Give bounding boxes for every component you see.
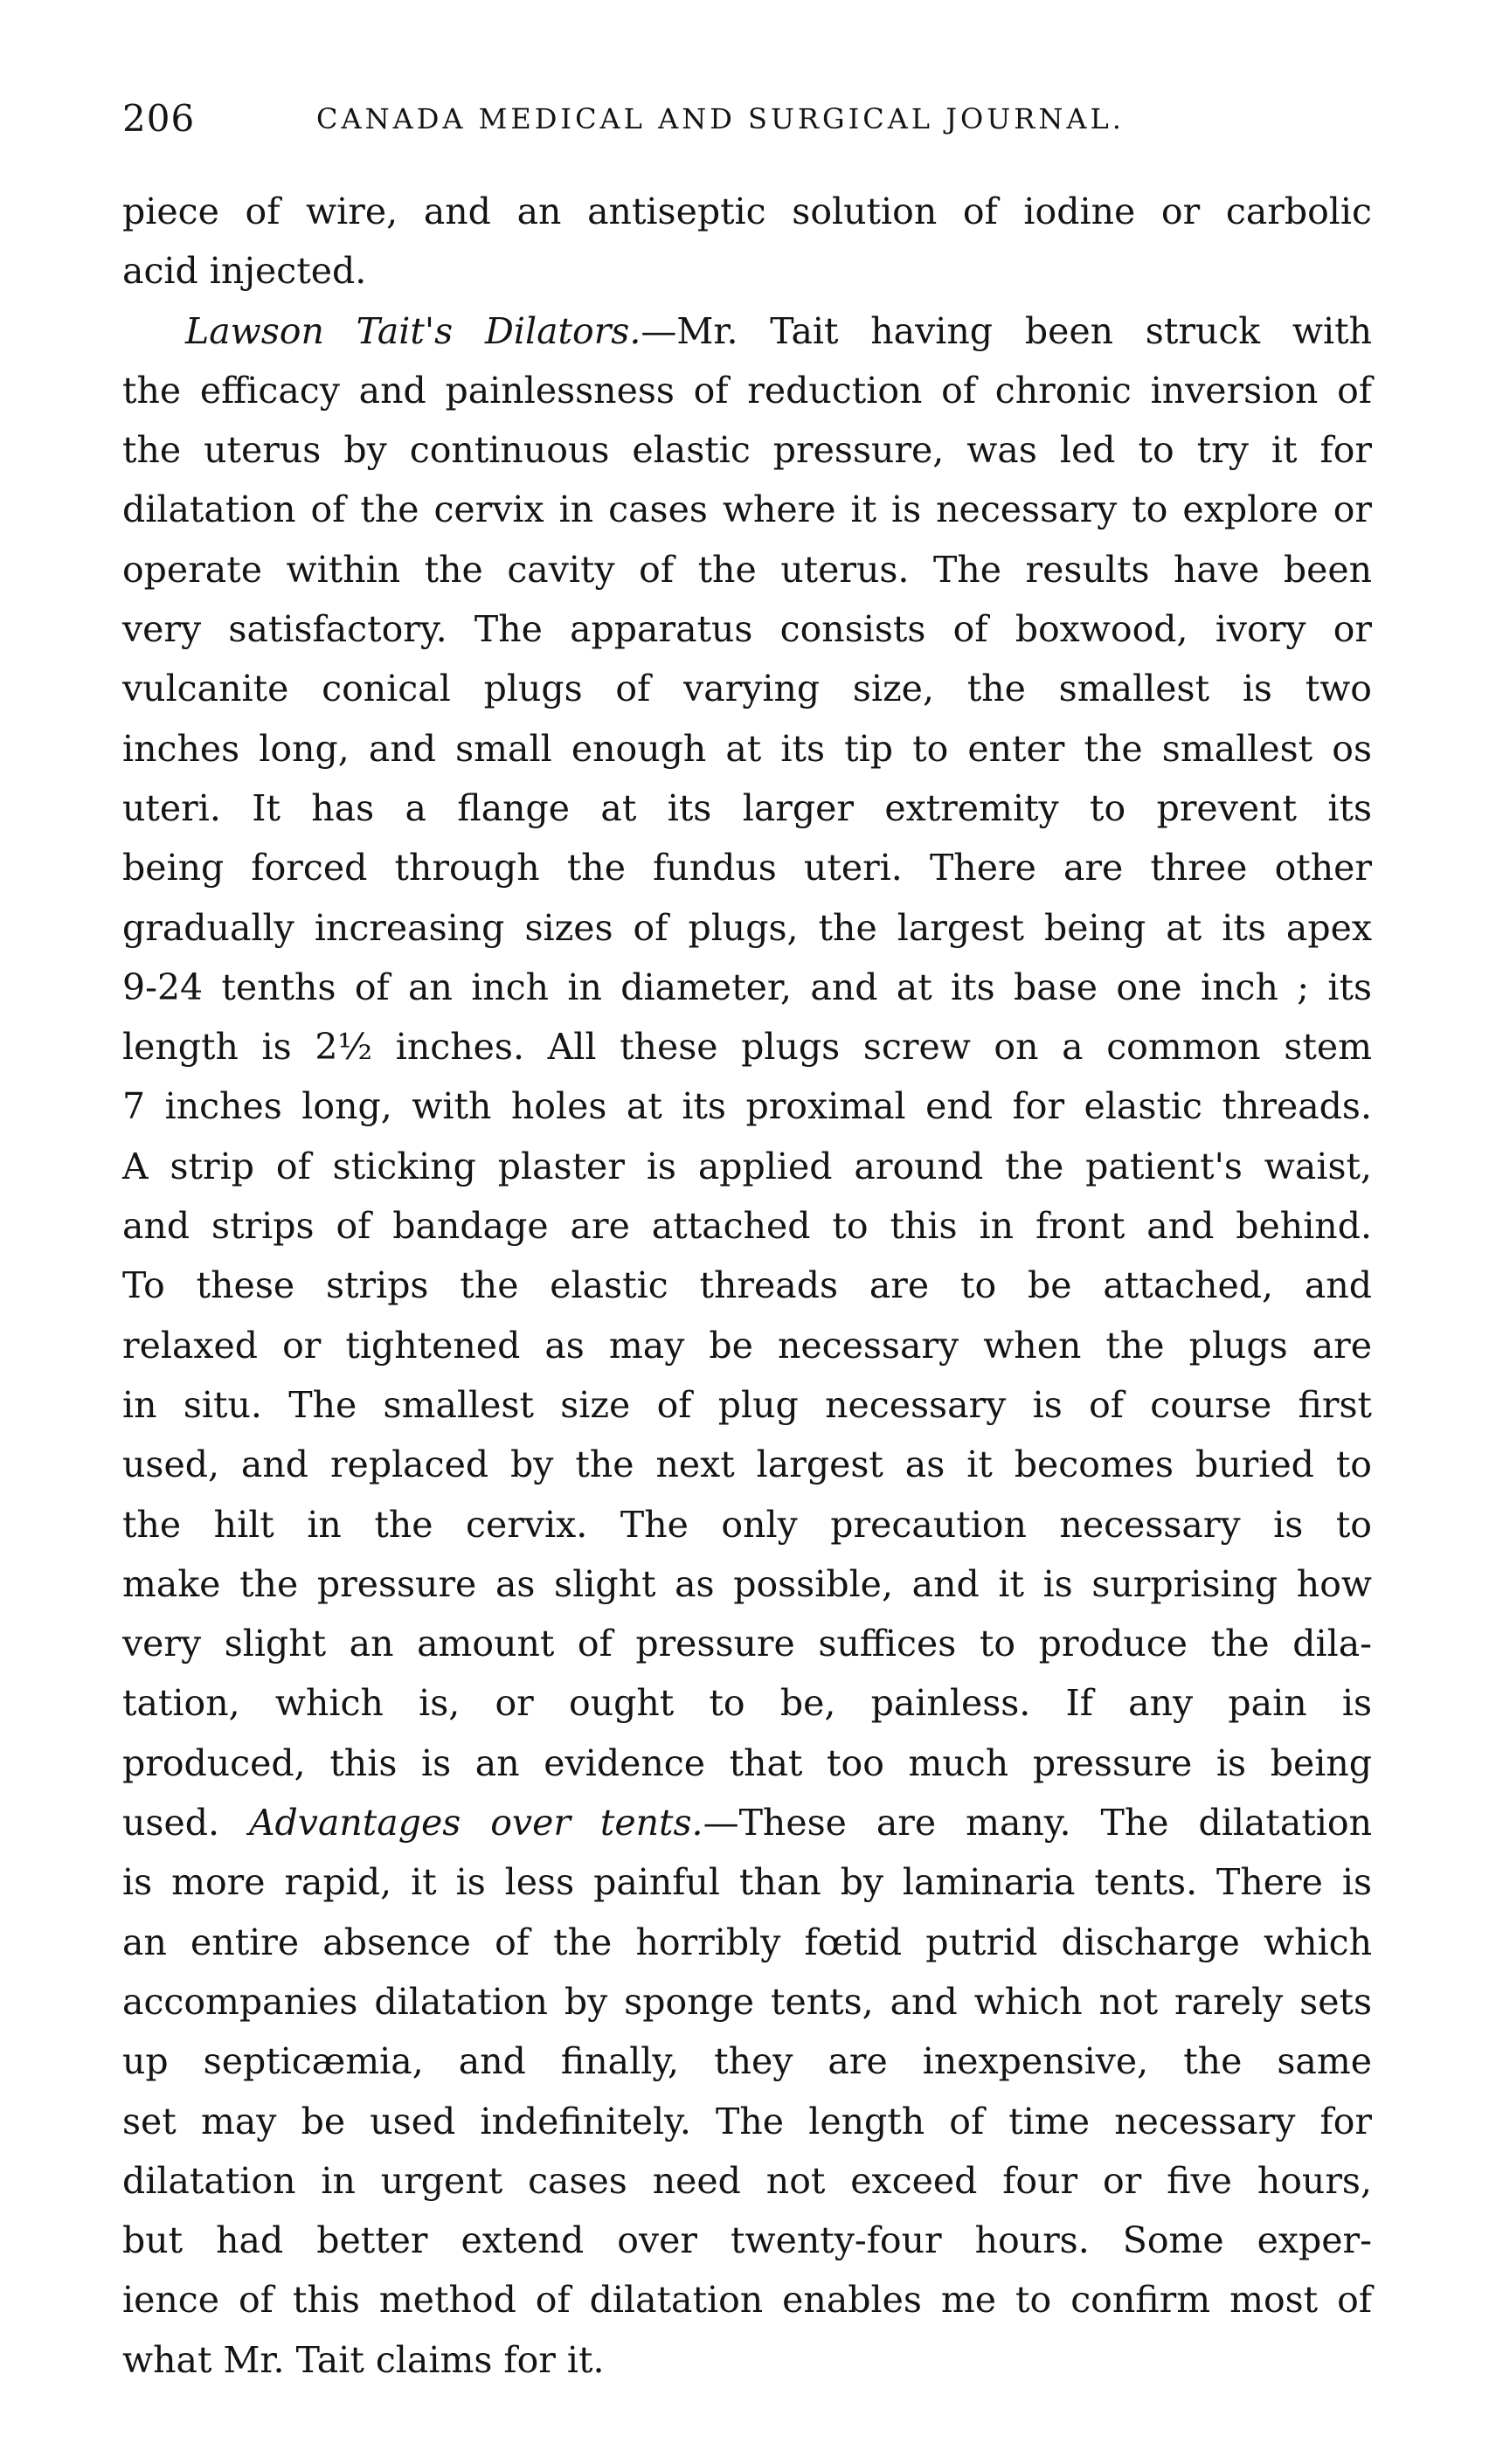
text-line xyxy=(122,1196,1372,1256)
line-text: very slight an amount of pressure suffices to produce the dila- xyxy=(122,1623,1372,1665)
text-line xyxy=(122,779,1372,838)
line-text: uteri. It has a flange at its larger extremity to prevent its xyxy=(122,786,1372,829)
line-text: set may be used indefinitely. The length of time necessary for xyxy=(122,2100,1372,2142)
text-line xyxy=(122,2330,1372,2390)
line-text: the hilt in the cervix. The only precaution necessary is to xyxy=(122,1503,1372,1546)
line-text: —These are many. The dilatation xyxy=(703,1802,1372,1845)
line-text: A strip of sticking plaster is applied around the patient's waist, xyxy=(122,1145,1372,1187)
text-line xyxy=(122,1852,1372,1912)
text-line xyxy=(122,1614,1372,1673)
line-text: what Mr. Tait claims for it. xyxy=(122,2338,605,2381)
text-line xyxy=(122,1076,1372,1136)
text-line xyxy=(122,2031,1372,2091)
line-text: operate within the cavity of the uterus. The results have been xyxy=(122,548,1372,591)
line-text: accompanies dilatation by sponge tents, and which not rarely sets xyxy=(122,1980,1372,2023)
line-text: the efficacy and painlessness of reduction of chronic inversion of xyxy=(122,369,1372,412)
line-text: the uterus by continuous elastic pressure, was led to try it for xyxy=(122,429,1372,472)
line-text: piece of wire, and an antiseptic solution of iodine or carbolic xyxy=(122,190,1372,232)
line-text: ience of this method of dilatation enables me to confirm most of xyxy=(122,2279,1372,2322)
line-text: make the pressure as slight as possible, and it is surprising how xyxy=(122,1562,1372,1605)
text-line xyxy=(122,1256,1372,1315)
line-text: but had better extend over twenty-four hours. Some exper- xyxy=(122,2219,1372,2262)
line-text: used, and replaced by the next largest as it becomes buried to xyxy=(122,1443,1372,1486)
text-line xyxy=(122,480,1372,539)
line-text: gradually increasing sizes of plugs, the largest being at its apex xyxy=(122,906,1372,949)
text-line xyxy=(122,1554,1372,1614)
text-line xyxy=(122,1375,1372,1435)
line-text: produced, this is an evidence that too much pressure is being xyxy=(122,1741,1372,1784)
line-text: dilatation in urgent cases need not exceed four or five hours, xyxy=(122,2159,1372,2202)
text-line xyxy=(122,540,1372,599)
line-text: relaxed or tightened as may be necessary when the plugs are xyxy=(122,1324,1372,1367)
text-line xyxy=(122,1972,1372,2031)
text-line xyxy=(122,958,1372,1017)
line-text: 7 inches long, with holes at its proximal end for elastic threads. xyxy=(122,1085,1372,1128)
text-line xyxy=(122,1495,1372,1554)
line-text: being forced through the fundus uteri. There are three other xyxy=(122,847,1372,889)
text-line xyxy=(122,2151,1372,2211)
text-line xyxy=(122,1017,1372,1076)
line-text: To these strips the elastic threads are to be attached, and xyxy=(122,1264,1372,1307)
article-body xyxy=(122,182,1372,2390)
line-text: tation, which is, or ought to be, painless. If any pain is xyxy=(122,1682,1372,1725)
text-line xyxy=(122,1316,1372,1375)
text-line xyxy=(122,898,1372,958)
text-line xyxy=(122,1137,1372,1196)
text-line xyxy=(122,361,1372,420)
text-line xyxy=(122,2092,1372,2151)
text-line xyxy=(122,1734,1372,1793)
line-text: is more rapid, it is less painful than by laminaria tents. There is xyxy=(122,1861,1372,1904)
section-heading-italic: Advantages over tents. xyxy=(248,1802,703,1845)
line-text: used. xyxy=(122,1802,249,1845)
line-text: 9-24 tenths of an inch in diameter, and at its base one inch ; its xyxy=(122,966,1372,1008)
line-text: —Mr. Tait having been struck with xyxy=(641,309,1373,352)
page-number: 206 xyxy=(122,97,196,140)
line-text: very satisfactory. The apparatus consists of boxwood, ivory or xyxy=(122,608,1372,651)
text-line xyxy=(122,301,1372,361)
line-text: acid injected. xyxy=(122,250,367,293)
text-line xyxy=(122,182,1372,241)
journal-title: CANADA MEDICAL AND SURGICAL JOURNAL. xyxy=(316,102,1125,135)
text-line xyxy=(122,719,1372,779)
text-line xyxy=(122,599,1372,659)
text-line xyxy=(122,1913,1372,1972)
line-text: up septicæmia, and finally, they are inexpensive, the same xyxy=(122,2040,1372,2083)
text-line xyxy=(122,838,1372,897)
text-line xyxy=(122,2270,1372,2329)
section-heading-italic: Lawson Tait's Dilators. xyxy=(185,309,641,352)
text-line xyxy=(122,420,1372,480)
line-text: inches long, and small enough at its tip to enter the smallest os xyxy=(122,727,1372,770)
line-text: vulcanite conical plugs of varying size, the smallest is two xyxy=(122,668,1372,710)
text-line xyxy=(122,241,1372,301)
line-text: dilatation of the cervix in cases where it is necessary to explore or xyxy=(122,488,1372,531)
text-line xyxy=(122,1435,1372,1494)
text-line xyxy=(122,1793,1372,1852)
text-line xyxy=(122,2211,1372,2270)
text-line xyxy=(122,659,1372,718)
line-text: and strips of bandage are attached to this in front and behind. xyxy=(122,1205,1372,1248)
line-text: length is 2½ inches. All these plugs screw on a common stem xyxy=(122,1026,1372,1069)
line-text: an entire absence of the horribly fœtid putrid discharge which xyxy=(122,1921,1372,1963)
line-text: in situ. The smallest size of plug necessary is of course first xyxy=(122,1383,1372,1426)
text-line xyxy=(122,1673,1372,1733)
running-head xyxy=(122,94,1381,143)
